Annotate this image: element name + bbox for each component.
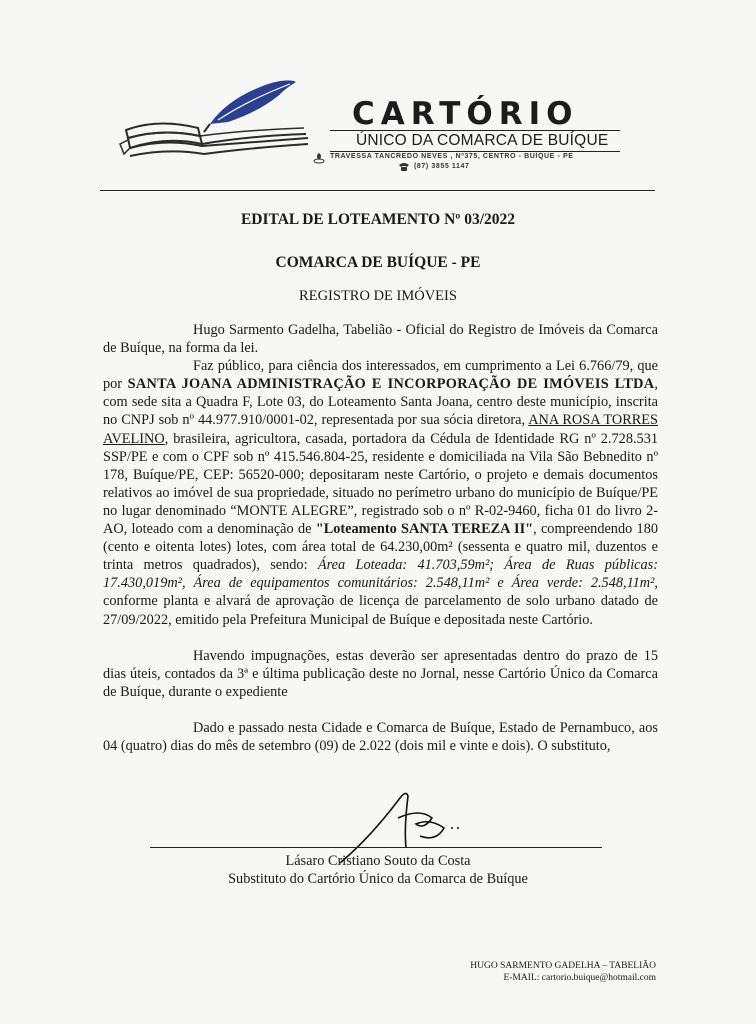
paragraph-main-text-d: , compreendendo 180 (cento e oitenta lotes) lotes, com área total de 64.230,00m² (sessenta e quatro mil, duzentos e trinta metros quadrados), sendo: (103, 521, 658, 574)
location-pin-icon (313, 152, 325, 164)
brand-subtitle: ÚNICO DA COMARCA DE BUÍQUE (356, 132, 609, 149)
paragraph-main-text-b: , com sede sita a Quadra F, Lote 03, do Loteamento Santa Joana, centro deste município, inscrita no CNPJ sob nº 44.977.910/0001-02, representada por sua sócia diretora, (103, 376, 658, 429)
header-divider (100, 190, 655, 191)
company-name: SANTA JOANA ADMINISTRAÇÃO E INCORPORAÇÃO DE IMÓVEIS LTDA (127, 376, 655, 393)
brand-phone: (87) 3855 1147 (414, 163, 470, 170)
section-heading: REGISTRO DE IMÓVEIS (299, 288, 457, 304)
brand-address: TRAVESSA TANCREDO NEVES , Nº375, CENTRO - BUÍQUE - PE (330, 153, 574, 160)
signatory-name: Lásaro Cristiano Souto da Costa (285, 853, 471, 869)
paragraph-main (103, 357, 658, 628)
brand-divider-lower (330, 151, 620, 152)
signature-line (150, 847, 602, 848)
brand-title: CARTÓRIO (352, 96, 579, 132)
paragraph-impugnacoes: Havendo impugnações, estas deverão ser apresentadas dentro do prazo de 15 dias úteis, contados da 3ª e última publicação deste no Jornal, nesse Cartório Único da Comarca de Buíque, durante o expediente (103, 647, 658, 700)
paragraph-main-text-c: , brasileira, agricultora, casada, portadora da Cédula de Identidade RG nº 2.728.531 SSP/PE e com o CPF sob nº 415.546.804-25, residente e domiciliada na Vila São Bebnedito nº 178, Buíque/PE, CEP: 56520-000; depositaram neste Cartório, o projeto e demais documentos relativos ao imóvel de sua propriedade, situado no perímetro urbano do município de Buíque/PE no lugar denominado “MONTE ALEGRE”, registrado sob o nº R-02-9460, ficha 01 do livro 2-AO, loteado com a denominação de (103, 430, 658, 538)
paragraph-main-text-a: Faz público, para ciência dos interessados, em cumprimento a Lei 6.766/79, que por (103, 358, 658, 393)
paragraph-intro: Hugo Sarmento Gadelha, Tabelião - Oficial do Registro de Imóveis da Comarca de Buíque, na forma da lei. (103, 322, 658, 357)
document-title: EDITAL DE LOTEAMENTO Nº 03/2022 (240, 211, 516, 228)
document-body (103, 321, 658, 755)
footer-name: HUGO SARMENTO GADELHA – TABELIÃO (470, 961, 656, 971)
paragraph-main-text-e: , conforme planta e alvará de aprovação de licença de parcelamento de solo urbano datado de 27/09/2022, emitido pela Prefeitura Municipal de Buíque e depositada neste Cartório. (103, 575, 658, 628)
director-name: ANA ROSA TORRES AVELINO (103, 412, 658, 447)
footer-email: E-MAIL: cartorio.buique@hotmail.com (503, 973, 656, 983)
phone-icon (398, 162, 410, 172)
paragraph-closing: Dado e passado nesta Cidade e Comarca de Buíque, Estado de Pernambuco, aos 04 (quatro) dias do mês de setembro (09) de 2.022 (dois mil e vinte e dois). O substituto, (103, 719, 658, 754)
book-quill-icon (118, 78, 308, 170)
brand-divider (330, 130, 620, 131)
area-details: Área Loteada: 41.703,59m²; Área de Ruas públicas: 17.430,019m², Área de equipamentos comunitários: 2.548,11m² e Área verde: 2.548,11m² (103, 557, 658, 592)
signatory-role: Substituto do Cartório Único da Comarca de Buíque (228, 871, 528, 887)
lot-name: "Loteamento SANTA TEREZA II" (315, 521, 534, 538)
document-subtitle: COMARCA DE BUÍQUE - PE (275, 254, 481, 271)
